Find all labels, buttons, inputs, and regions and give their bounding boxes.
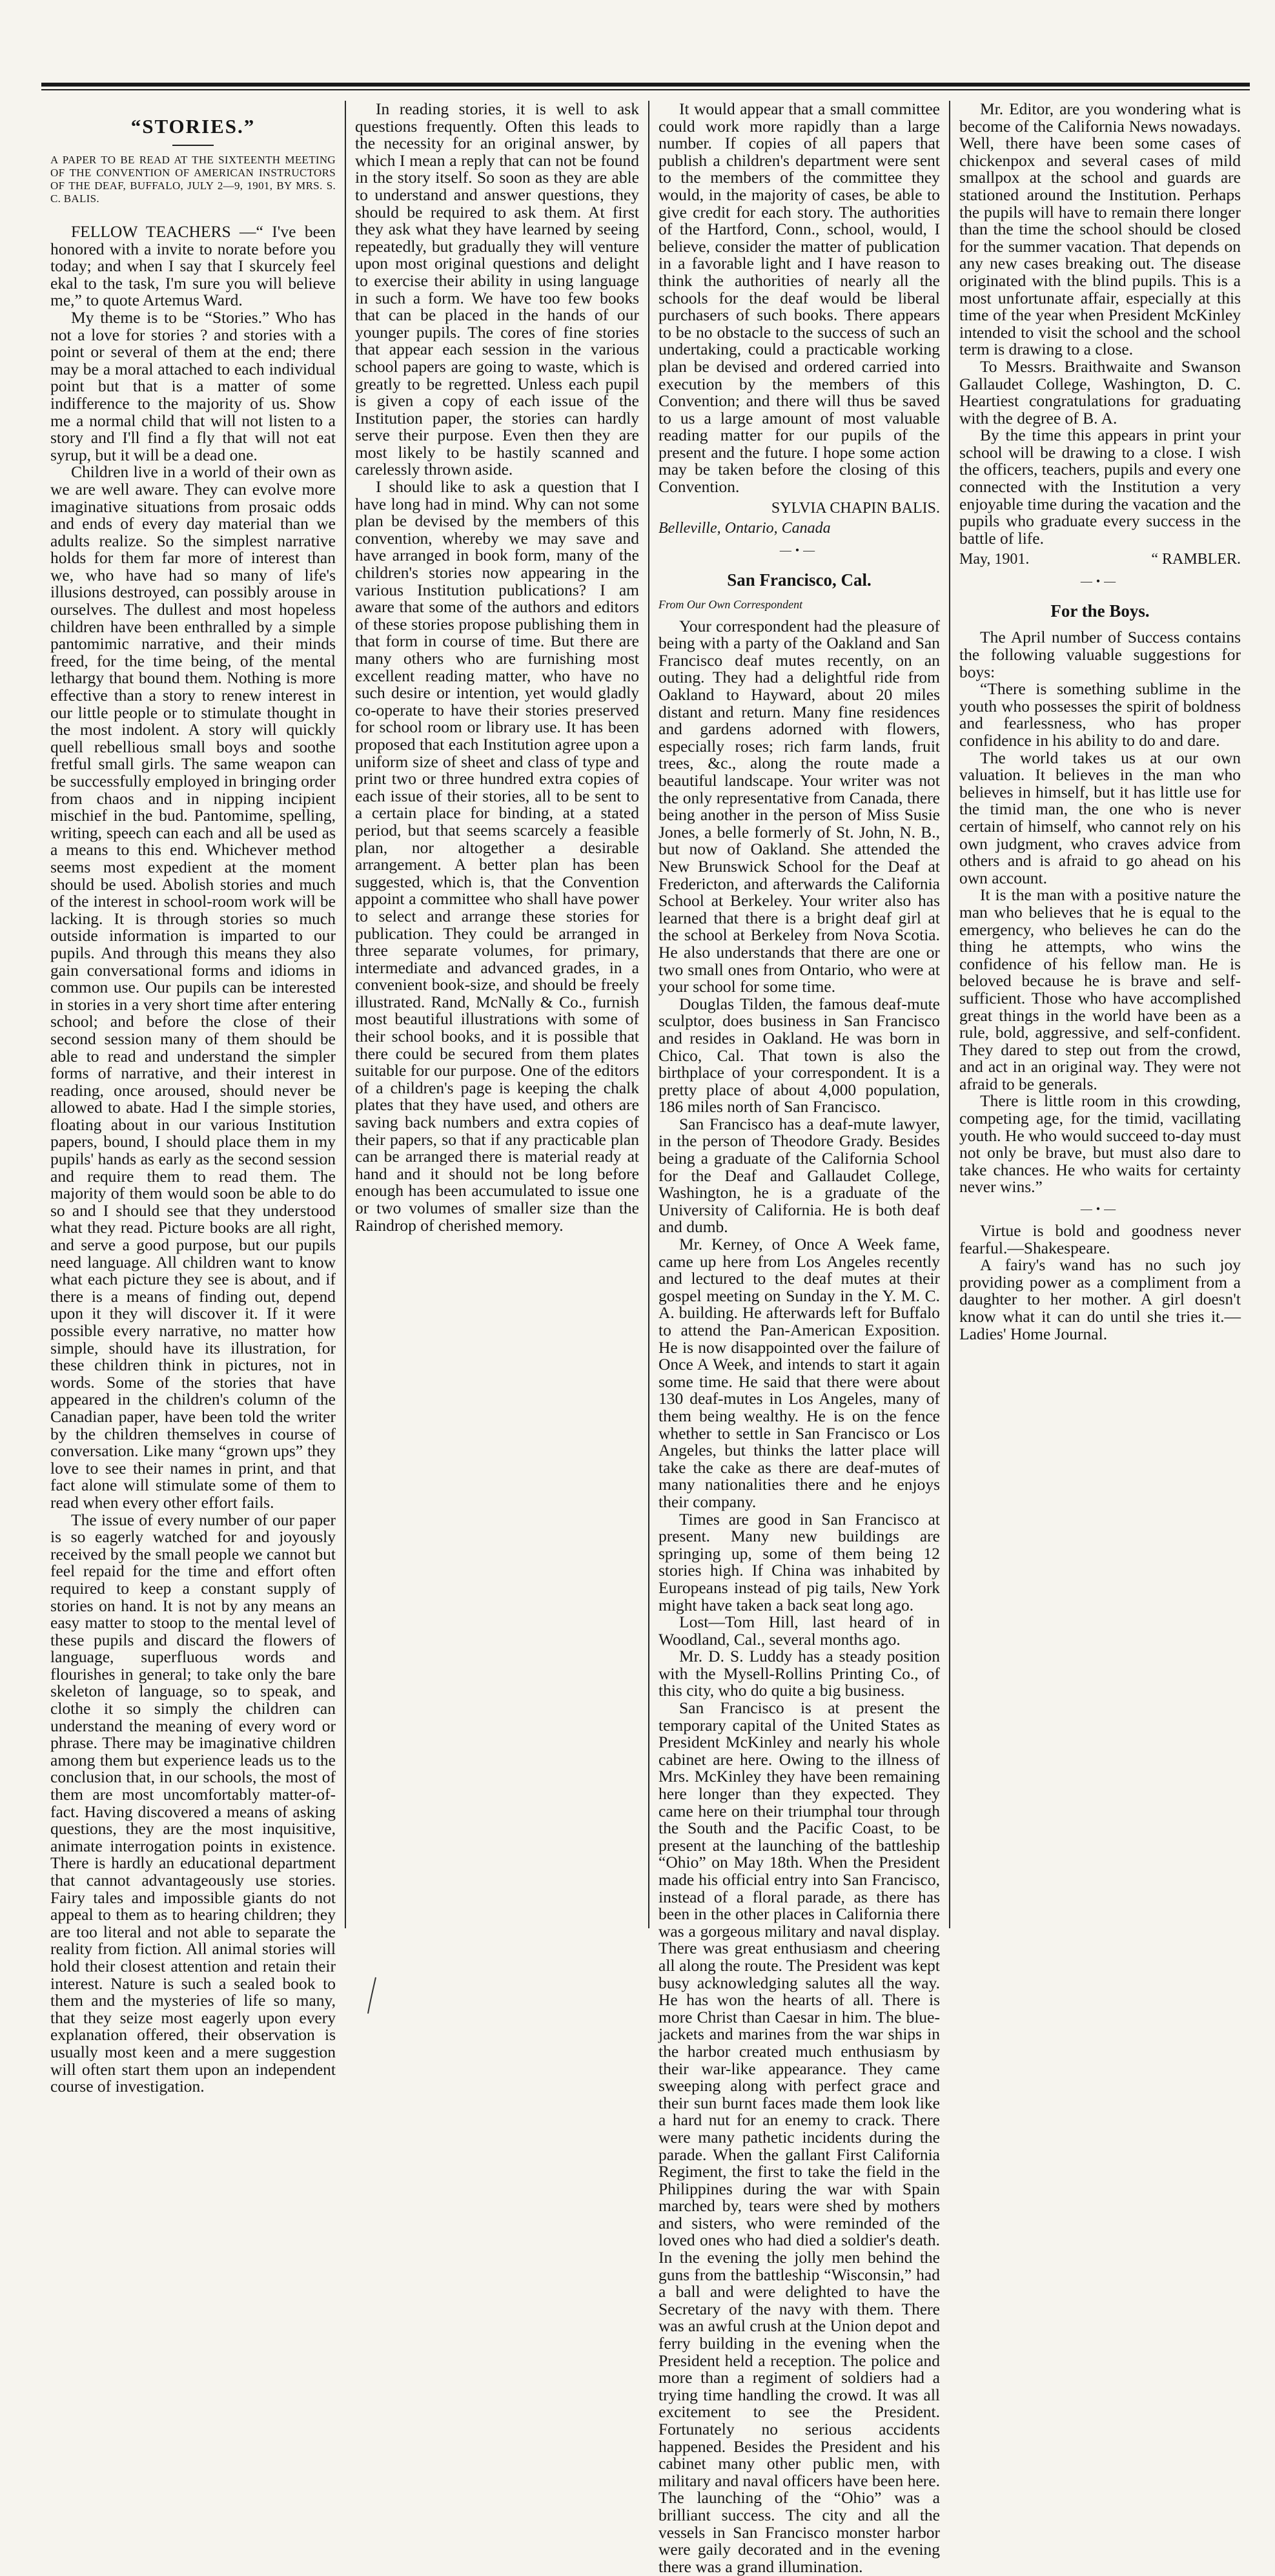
header-rule-thin bbox=[41, 89, 1250, 90]
boys-paragraph: There is little room in this crowding, competing age, for the timid, vacillating youth. He who would succeed to-day must not only be brave, but must also dare to take chances. He who waits for certainty never wins.” bbox=[959, 1091, 1241, 1197]
sf-paragraph: Mr. Editor, are you wondering what is become of the California News nowadays. Well, there have been some cases of chickenpox and several cases of mild smallpox at the school and guards are stationed around the Institution. Perhaps the pupils will have to remain there longer than the time the school should be closed for the summer vacation. That depends on any new cases breaking out. The disease originated with the blind pupils. This is a most unfortunate affair, especially at this time of the year when President McKinley intended to visit the school and the school term is drawing to a close. bbox=[959, 99, 1241, 359]
stories-signature: SYLVIA CHAPIN BALIS. bbox=[771, 499, 940, 517]
sf-dateline bbox=[959, 551, 1241, 568]
sf-paragraph: By the time this appears in print your school will be drawing to a close. I wish the officers, teachers, pupils and every one connected with the Institution a very enjoyable time during the vacation and the pupils who graduate every success in the battle of life. bbox=[959, 426, 1241, 548]
stories-paragraph: Children live in a world of their own as we are well aware. They can evolve more imaginative situations from prosaic odds and ends of every day material than we adults realize. So the simplest narrative holds for them far more of interest than we, who have had so many of life's illusions destroyed, can possibly arouse in ourselves. The dullest and most hopeless children have been enthralled by a simple pantomimic narrative, and their minds freed, for the time being, of the mental lethargy that bound them. Nothing is more effective than a story to renew interest in our little people or to stimulate thought in the most indolent. A story will quickly quell rebellious small boys and soothe fretful small girls. The same weapon can be successfully employed in bringing order from chaos and in nipping incipient mischief in the bud. Pantomime, spelling, writing, speech can each and all be used as a means to this end. Whichever method seems most expedient at the moment should be used. Abolish stories and much of the interest in school-room work will be lacking. It is through stories so much outside information is imparted to our pupils. And through this means they also gain conversational forms and idioms in common use. Our pupils can be interested in stories in a very short time after entering school; and before the close of their second session many of them should be able to read and understand the simpler forms of narrative, and their interest in reading, once aroused, should never be allowed to abate. Had I the simple stories, floating about in our various Institution papers, bound, I should place them in my pupils' hands as early as the second session and require them to read them. The majority of them would soon be able to do so and I should see that they understood what they read. Picture books are all right, and serve a good purpose, but our pupils need language. All children want to know what each picture they see is about, and if there is a means of finding out, depend upon it they will discover it. If it were possible every narrative, no matter how simple, should have its illustration, for these children think in pictures, not in words. Some of the stories that have appeared in the children's column of the Canadian paper, have been told the writer by the children themselves in course of conversation. Like many “grown ups” they love to see their names in print, and that fact alone will stimulate some of them to read when every other effort fails. bbox=[50, 462, 336, 1512]
stories-paragraph: My theme is to be “Stories.” Who has not a love for stories ? and stories with a point or several of them at the end; there may be a moral attached to each individual point but that is a matter of some indifference to the majority of us. Show me a normal child that will not listen to a story and I'll find a fly that will not eat syrup, but it will be a dead one. bbox=[50, 307, 336, 464]
sf-paragraph: San Francisco has a deaf-mute lawyer, in the person of Theodore Grady. Besides being a graduate of the California School for the Deaf and Gallaudet College, Washington, he is a graduate of the University of California. He is both deaf and dumb. bbox=[658, 1114, 940, 1237]
sf-paragraph: San Francisco is at present the temporary capital of the United States as President McKinley and nearly his whole cabinet are here. Owing to the illness of Mrs. McKinley they have been remaining here longer than they expected. They came here on their triumphal tour through the South and the Pacific Coast, to be present at the launching of the battleship “Ohio” on May 18th. When the President made his official entry into San Francisco, instead of a floral parade, as there has been in the other places in California there was a gorgeous military and naval display. There was great enthusiasm and cheering all along the route. The President was kept busy acknowledging salutes all the way. He has won the hearts of all. There is more Christ than Caesar in him. The blue-jackets and marines from the war ships in the harbor created much enthusiasm by their war-like appearance. They came sweeping along with perfect grace and their sun burnt faces made them look like a hard nut for an enemy to crack. There were many pathetic incidents during the parade. When the gallant First California Regiment, the first to take the field in the Philippines during the war with Spain marched by, tears were shed by mothers and sisters, who were reminded of the loved ones who had died a soldier's death. In the evening the jolly men behind the guns from the battleship “Wisconsin,” had a ball and were delighted to have the Secretary of the navy with them. There was an awful crush at the Union depot and ferry building in the evening when the President held a reception. The police and more than a regiment of soldiers had a trying time handling the crowd. It was all excitement to see the President. Fortunately no serious accidents happened. Besides the President and his cabinet many other public men, with military and naval officers have been here. The launching of the “Ohio” was a brilliant success. The city and all the vessels in San Francisco monster harbor were gaily decorated and in the evening there was a grand illumination. bbox=[658, 1698, 940, 2576]
sf-paragraph: To Messrs. Braithwaite and Swanson Gallaudet College, Washington, D. C. Heartiest congratulations for graduating with the degree of B. A. bbox=[959, 356, 1241, 428]
column-1 bbox=[41, 101, 345, 2096]
boys-paragraph: “There is something sublime in the youth who possesses the spirit of boldness and fearlessness, who has proper confidence in his ability to do and dare. bbox=[959, 679, 1241, 750]
header-rule bbox=[41, 83, 1250, 87]
sf-byline: From Our Own Correspondent bbox=[658, 597, 803, 611]
sf-paragraph: Mr. Kerney, of Once A Week fame, came up here from Los Angeles recently and lectured to the deaf mutes at their gospel meeting on Sunday in the Y. M. C. A. building. He afterwards left for Buffalo to attend the Pan-American Exposition. He is now disappointed over the failure of Once A Week, and intends to start it again some time. He said that there were about 130 deaf-mutes in Los Angeles, many of them being wealthy. He is on the fence whether to settle in San Francisco or Los Angeles, but thinks the latter place will take the cake as there are deaf-mutes of many nationalities there and he enjoys their company. bbox=[658, 1235, 940, 1511]
stories-paragraph: The issue of every number of our paper is so eagerly watched for and joyously received by the small people we cannot but feel repaid for the time and effort often required to keep a constant supply of stories on hand. It is not by any means an easy matter to stoop to the mental level of these pupils and discard the flowers of language, superfluous words and flourishes in general; to take only the bare skeleton of language, so to speak, and clothe it so simply the children can understand the meaning of every word or phrase. There may be imaginative children among them but experience leads us to the conclusion that, in our schools, the most of them are most uncomfortably matter-of-fact. Having discovered a means of asking questions, they are the most inquisitive, animate interrogation points in existence. There is hardly an educational department that cannot advantageously use stories. Fairy tales and impossible giants do not appeal to them as to hearing children; they are too literal and not able to separate the reality from fiction. All animal stories will hold their closest attention and retain their interest. Nature is such a sealed book to them and the mysteries of life so many, that they seize most eagerly upon every explanation offered, their observation is usually most keen and a mere suggestion will often start them upon an independent course of investigation. bbox=[50, 1510, 336, 2096]
boys-paragraph: It is the man with a positive nature the man who believes that he is equal to the emergency, who believes he can do the thing he attempts, who wins the confidence of his fellow man. He is beloved because he is brave and self-sufficient. Those who have accomplished great things in the world have been as a rule, bold, aggressive, and self-confident. They dared to step out from the crowd, and act in an original way. They were not afraid to be generals. bbox=[959, 885, 1241, 1093]
column-4 bbox=[949, 101, 1250, 1928]
filler-quote: Virtue is bold and goodness never fearful.—Shakespeare. bbox=[959, 1221, 1241, 1257]
stories-paragraph: It would appear that a small committee could work more rapidly than a large number. If copies of all papers that publish a children's department were sent to the members of the committee they would, in the majority of cases, be able to give credit for each story. The authorities of the Hartford, Conn., school, would, I believe, consider the matter of publication in a favorable light and I have reason to think the authorities of nearly all the schools for the deaf would be liberal purchasers of such books. There appears to be no obstacle to the success of such an undertaking, could a practicable working plan be devised and ordered carried into execution by the members of this Convention; and there will thus be saved to us a large amount of most valuable reading matter for our pupils of the present and the future. I hope some action may be taken before the closing of this Convention. bbox=[658, 99, 940, 497]
stories-paragraph: I should like to ask a question that I have long had in mind. Why can not some plan be devised by the members of this convention, whereby we may save and have arranged in book form, many of the children's stories now appearing in the various Institution publications? I am aware that some of the authors and editors of these stories propose publishing them in that form in course of time. But there are many others who are furnishing most excellent reading matter, who have no such desire or intention, yet would gladly co-operate to have their stories preserved for school room or library use. It has been proposed that each Institution agree upon a uniform size of sheet and class of type and print two or three hundred extra copies of each issue of their stories, all to be sent to a certain place for binding, at a stated period, but that seems scarcely a feasible plan, nor altogether a desirable arrangement. A better plan has been suggested, which is, that the Convention appoint a committee who shall have power to select and arrange these stories for publication. They could be arranged in three separate volumes, for primary, intermediate and advanced grades, in a convenient book-size, and should be freely illustrated. Rand, McNally & Co., furnish most beautiful illustrations with some of their school books, and it is possible that there could be secured from them plates suitable for our purpose. One of the editors of a children's page is keeping the chalk plates that they have used, and others are saving back numbers and extra copies of their papers, so that if any practicable plan can be arranged there is material ready at hand and it should not be long before enough has been accumulated to issue one or two volumes of smaller size than the Raindrop of cherished memory. bbox=[355, 477, 639, 1235]
stories-title: “STORIES.” bbox=[130, 115, 256, 138]
sf-paragraph: Mr. D. S. Luddy has a steady position with the Mysell-Rollins Printing Co., of this city, who do quite a big business. bbox=[658, 1647, 940, 1700]
stories-paragraph: In reading stories, it is well to ask questions frequently. Often this leads to the necessity for an original answer, by which I mean a reply that can not be found in the story itself. So soon as they are able to understand and answer questions, they should be required to ask them. At first they ask what they have learned by seeing repeatedly, but gradually they will venture upon most original questions and delight to exercise their ability in using language in such a form. We have too few books that can be placed in the hands of our younger pupils. The cores of fine stories that appear each session in the various school papers are going to waste, which is greatly to be regretted. Unless each pupil is given a copy of each issue of the Institution paper, the stories can hardly serve their purpose. Even then they are most likely to be hastily scanned and carelessly thrown aside. bbox=[355, 99, 639, 479]
section-ornament: —•— bbox=[1080, 575, 1120, 588]
title-rule bbox=[172, 145, 214, 146]
stories-place: Belleville, Ontario, Canada bbox=[658, 519, 831, 537]
sf-paragraph: Your correspondent had the pleasure of being with a party of the Oakland and San Francisco deaf mutes recently, on an outing. They had a delightful ride from Oakland to Hayward, about 20 miles distant and return. Many fine residences and gardens adorned with flowers, especially roses; rich farm lands, fruit trees, &c., along the route made a beautiful landscape. Your writer was not the only representative from Canada, there being another in the person of Miss Susie Jones, a belle formerly of St. John, N. B., but now of Oakland. She attended the New Brunswick School for the Deaf at Fredericton, and afterwards the California School at Berkeley. Your writer also has learned that there is a bright deaf girl at the school at Berkeley from Nova Scotia. He also understands that there are one or two small ones from Ontario, who were at your school for some time. bbox=[658, 616, 940, 996]
sf-paragraph: Douglas Tilden, the famous deaf-mute sculptor, does business in San Francisco and resides in Oakland. He was born in Chico, Cal. That town is also the birthplace of your correspondent. It is a pretty place of about 4,000 population, 186 miles north of San Francisco. bbox=[658, 994, 940, 1117]
sf-paragraph: Times are good in San Francisco at present. Many new buildings are springing up, some of them being 12 stories high. If China was inhabited by Europeans instead of pig tails, New York might have taken a back seat long ago. bbox=[658, 1509, 940, 1614]
column-2 bbox=[345, 101, 648, 1928]
column-3 bbox=[648, 99, 949, 2576]
pencil-mark-icon bbox=[365, 1976, 380, 2015]
sf-title: San Francisco, Cal. bbox=[727, 570, 872, 590]
columns bbox=[41, 99, 1250, 2576]
filler-fairy: A fairy's wand has no such joy providing power as a compliment from a daughter to her mother. A girl doesn't know what it can do until she tries it.—Ladies' Home Journal. bbox=[959, 1255, 1241, 1343]
section-ornament: —•— bbox=[779, 543, 819, 557]
stories-deck: A PAPER TO BE READ AT THE SIXTEENTH MEETING OF THE CONVENTION OF AMERICAN INSTRUCTORS OF THE DEAF, BUFFALO, JULY 2—9, 1901, BY MRS. S. C. BALIS. bbox=[50, 154, 336, 205]
boys-paragraph: The April number of Success contains the following valuable suggestions for boys: bbox=[959, 628, 1241, 681]
boys-title: For the Boys. bbox=[1050, 601, 1150, 621]
section-ornament: —•— bbox=[1080, 1202, 1120, 1216]
sf-signature: “ RAMBLER. bbox=[1151, 551, 1241, 568]
sf-date: May, 1901. bbox=[959, 551, 1030, 568]
boys-paragraph: The world takes us at our own valuation. It believes in the man who believes in himself, but it has little use for the timid man, the one who is never certain of himself, who cannot rely on his own judgment, who craves advice from others and is afraid to go ahead on his own account. bbox=[959, 748, 1241, 887]
sf-paragraph: Lost—Tom Hill, last heard of in Woodland, Cal., several months ago. bbox=[658, 1613, 940, 1649]
stories-paragraph: FELLOW TEACHERS —“ I've been honored with a invite to norate before you today; and when I say that I skurcely feel ekal to the task, I'm sure you will believe me,” to quote Artemus Ward. bbox=[50, 222, 336, 310]
